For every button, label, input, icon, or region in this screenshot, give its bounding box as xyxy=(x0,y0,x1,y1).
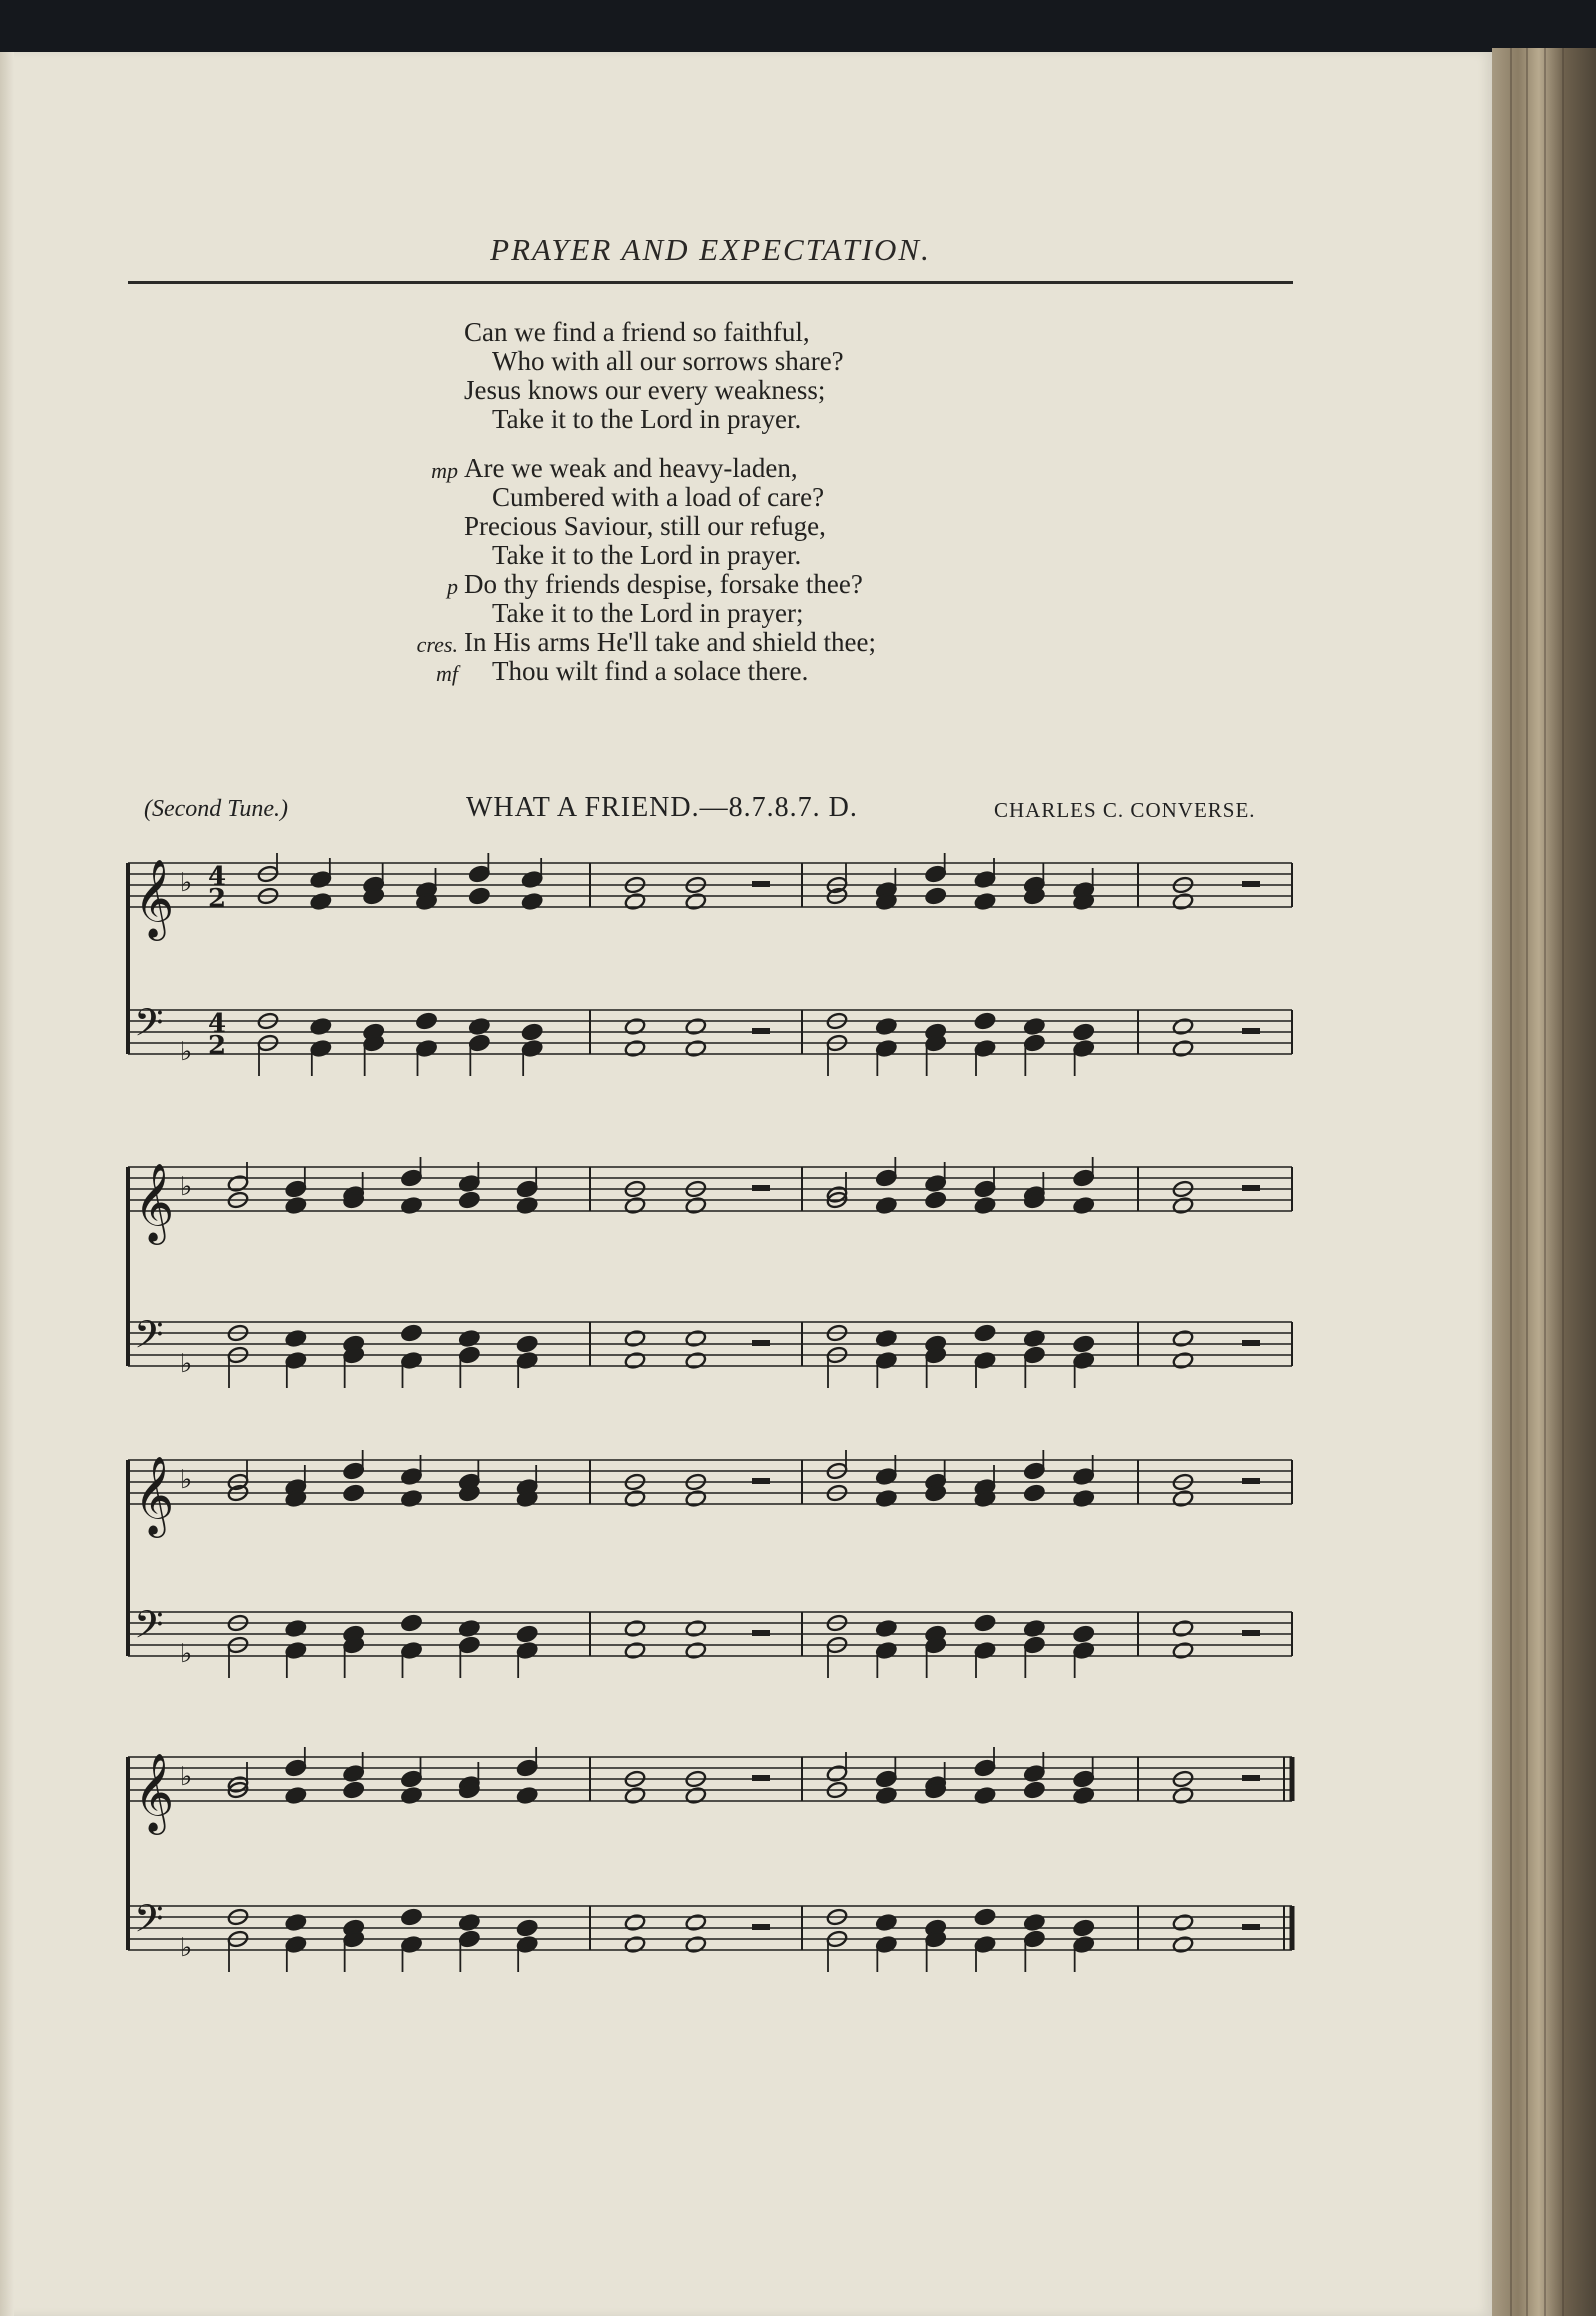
note-head xyxy=(1172,1351,1194,1370)
dynamic-marking: mf xyxy=(436,661,458,686)
note-head xyxy=(1023,1764,1045,1783)
note-head xyxy=(521,870,543,889)
note-head xyxy=(685,1786,707,1805)
note-head xyxy=(400,1169,422,1188)
rest xyxy=(752,1630,770,1636)
note-head xyxy=(458,1619,480,1638)
note-head xyxy=(285,1913,307,1932)
rest xyxy=(1242,1185,1260,1191)
note-head xyxy=(1023,1930,1045,1949)
note-head xyxy=(458,1346,480,1365)
note-head xyxy=(400,1196,422,1215)
note-head xyxy=(1023,1034,1045,1053)
note-head xyxy=(1023,1484,1045,1503)
note-head xyxy=(624,892,646,911)
time-signature-top: 4 xyxy=(208,862,227,892)
time-signature-bottom: 2 xyxy=(208,1031,227,1061)
note-head xyxy=(1023,1346,1045,1365)
treble-clef: 𝄞 xyxy=(134,1163,175,1242)
rest xyxy=(752,1924,770,1930)
note-head xyxy=(685,1329,707,1348)
note-head xyxy=(974,1786,996,1805)
note-head xyxy=(925,865,947,884)
note-head xyxy=(875,1467,897,1486)
note-head xyxy=(974,1935,996,1954)
note-head xyxy=(875,1196,897,1215)
note-head xyxy=(1172,1913,1194,1932)
treble-clef: 𝄞 xyxy=(134,859,175,938)
verse-text: Are we weak and heavy-laden, xyxy=(464,453,798,483)
note-head xyxy=(343,1781,365,1800)
note-head xyxy=(974,1012,996,1031)
note-head xyxy=(285,1935,307,1954)
note-head xyxy=(1073,1641,1095,1660)
note-head xyxy=(624,1935,646,1954)
note-head xyxy=(468,1034,490,1053)
note-head xyxy=(685,1489,707,1508)
note-head xyxy=(974,1324,996,1343)
note-head xyxy=(875,1329,897,1348)
note-head xyxy=(1172,1017,1194,1036)
time-signature-top: 4 xyxy=(208,1009,227,1039)
note-head xyxy=(1023,1636,1045,1655)
note-head xyxy=(624,1913,646,1932)
note-head xyxy=(516,1759,538,1778)
tune-title: WHAT A FRIEND.—8.7.8.7. D. xyxy=(466,792,858,823)
note-head xyxy=(685,1351,707,1370)
note-head xyxy=(458,1636,480,1655)
note-head xyxy=(1073,1786,1095,1805)
note-head xyxy=(285,1180,307,1199)
note-head xyxy=(1023,1017,1045,1036)
verse-text: Jesus knows our every weakness; xyxy=(464,375,826,405)
rest xyxy=(1242,1630,1260,1636)
verse-text: In His arms He'll take and shield thee; xyxy=(464,627,877,657)
note-head xyxy=(624,1489,646,1508)
note-head xyxy=(826,1764,848,1783)
note-head xyxy=(685,1913,707,1932)
note-head xyxy=(974,1351,996,1370)
rest xyxy=(752,1478,770,1484)
note-head xyxy=(1172,892,1194,911)
note-head xyxy=(875,1489,897,1508)
rest xyxy=(1242,1924,1260,1930)
bass-clef: 𝄢 xyxy=(134,1000,164,1054)
note-head xyxy=(875,1169,897,1188)
note-head xyxy=(875,1619,897,1638)
note-head xyxy=(400,1467,422,1486)
note-head xyxy=(624,1017,646,1036)
note-head xyxy=(343,1484,365,1503)
note-head xyxy=(1172,1329,1194,1348)
rest xyxy=(1242,1478,1260,1484)
verse-text: Take it to the Lord in prayer. xyxy=(492,540,802,570)
note-head xyxy=(400,1614,422,1633)
key-flat: ♭ xyxy=(180,1639,193,1669)
note-head xyxy=(415,1039,437,1058)
verse-text: Precious Saviour, still our refuge, xyxy=(464,511,826,541)
note-head xyxy=(1172,1786,1194,1805)
key-flat: ♭ xyxy=(180,868,193,898)
note-head xyxy=(285,1351,307,1370)
note-head xyxy=(1023,1619,1045,1638)
note-head xyxy=(227,1174,249,1193)
verse-text: Can we find a friend so faithful, xyxy=(464,317,810,347)
note-head xyxy=(468,887,490,906)
note-head xyxy=(310,1039,332,1058)
note-head xyxy=(521,892,543,911)
note-head xyxy=(1172,1039,1194,1058)
note-head xyxy=(624,1641,646,1660)
note-head xyxy=(1073,1919,1095,1938)
rest xyxy=(752,881,770,887)
second-tune-label: (Second Tune.) xyxy=(144,796,288,822)
bass-clef: 𝄢 xyxy=(134,1312,164,1366)
note-head xyxy=(624,1786,646,1805)
note-head xyxy=(521,1023,543,1042)
note-head xyxy=(875,1017,897,1036)
note-head xyxy=(974,1908,996,1927)
note-head xyxy=(1073,1169,1095,1188)
key-flat: ♭ xyxy=(180,1933,193,1963)
note-head xyxy=(974,1641,996,1660)
note-head xyxy=(1023,1329,1045,1348)
note-head xyxy=(685,1039,707,1058)
note-head xyxy=(974,1196,996,1215)
verse-text: Cumbered with a load of care? xyxy=(492,482,825,512)
key-flat: ♭ xyxy=(180,1762,193,1792)
note-head xyxy=(1023,1781,1045,1800)
note-head xyxy=(415,1012,437,1031)
verse-text: Thou wilt find a solace there. xyxy=(492,656,809,686)
note-head xyxy=(516,1935,538,1954)
verse-text: Take it to the Lord in prayer; xyxy=(492,598,804,628)
note-head xyxy=(624,1039,646,1058)
note-head xyxy=(875,1039,897,1058)
treble-clef: 𝄞 xyxy=(134,1456,175,1535)
time-signature-bottom: 2 xyxy=(208,884,227,914)
rest xyxy=(752,1340,770,1346)
note-head xyxy=(458,1329,480,1348)
dynamic-marking: p xyxy=(447,574,458,599)
note-head xyxy=(285,1641,307,1660)
rest xyxy=(752,1775,770,1781)
note-head xyxy=(1172,1935,1194,1954)
note-head xyxy=(400,1786,422,1805)
note-head xyxy=(310,870,332,889)
note-head xyxy=(974,892,996,911)
note-head xyxy=(521,1039,543,1058)
note-head xyxy=(285,1759,307,1778)
rest xyxy=(1242,1775,1260,1781)
note-head xyxy=(1073,1351,1095,1370)
note-head xyxy=(400,1770,422,1789)
note-head xyxy=(624,1196,646,1215)
note-head xyxy=(875,1351,897,1370)
note-head xyxy=(875,1935,897,1954)
note-head xyxy=(1073,1335,1095,1354)
note-head xyxy=(516,1335,538,1354)
note-head xyxy=(624,1329,646,1348)
note-head xyxy=(974,1759,996,1778)
note-head xyxy=(1073,1770,1095,1789)
note-head xyxy=(400,1935,422,1954)
note-head xyxy=(516,1351,538,1370)
note-head xyxy=(1073,1935,1095,1954)
note-head xyxy=(458,1174,480,1193)
note-head xyxy=(400,1641,422,1660)
treble-clef: 𝄞 xyxy=(134,1753,175,1832)
note-head xyxy=(310,1017,332,1036)
note-head xyxy=(875,1641,897,1660)
note-head xyxy=(516,1919,538,1938)
note-head xyxy=(875,1770,897,1789)
note-head xyxy=(1073,1625,1095,1644)
note-head xyxy=(1073,1023,1095,1042)
note-head xyxy=(285,1196,307,1215)
note-head xyxy=(974,870,996,889)
key-flat: ♭ xyxy=(180,1465,193,1495)
note-head xyxy=(974,1614,996,1633)
note-head xyxy=(685,1017,707,1036)
note-head xyxy=(1073,1467,1095,1486)
note-head xyxy=(1073,1489,1095,1508)
note-head xyxy=(925,887,947,906)
note-head xyxy=(685,1619,707,1638)
note-head xyxy=(1073,1039,1095,1058)
note-head xyxy=(925,1191,947,1210)
rest xyxy=(1242,1028,1260,1034)
note-head xyxy=(400,1351,422,1370)
note-head xyxy=(1172,1196,1194,1215)
key-flat: ♭ xyxy=(180,1172,193,1202)
dynamic-marking: mp xyxy=(431,458,458,483)
note-head xyxy=(624,1351,646,1370)
note-head xyxy=(343,1764,365,1783)
note-head xyxy=(1172,1619,1194,1638)
tune-composer: CHARLES C. CONVERSE. xyxy=(994,798,1256,822)
note-head xyxy=(400,1908,422,1927)
note-head xyxy=(974,1039,996,1058)
note-head xyxy=(458,1191,480,1210)
note-head xyxy=(516,1625,538,1644)
note-head xyxy=(400,1324,422,1343)
note-head xyxy=(516,1641,538,1660)
rest xyxy=(1242,881,1260,887)
note-head xyxy=(1172,1489,1194,1508)
note-head xyxy=(310,892,332,911)
note-head xyxy=(925,1174,947,1193)
rest xyxy=(1242,1340,1260,1346)
note-head xyxy=(516,1786,538,1805)
note-head xyxy=(400,1489,422,1508)
note-head xyxy=(685,1935,707,1954)
bass-clef: 𝄢 xyxy=(134,1896,164,1950)
note-head xyxy=(1023,1913,1045,1932)
note-head xyxy=(1172,1641,1194,1660)
dynamic-marking: cres. xyxy=(416,632,458,657)
key-flat: ♭ xyxy=(180,1349,193,1379)
note-head xyxy=(343,1462,365,1481)
note-head xyxy=(974,1180,996,1199)
note-head xyxy=(285,1786,307,1805)
note-head xyxy=(285,1619,307,1638)
bass-clef: 𝄢 xyxy=(134,1602,164,1656)
note-head xyxy=(1073,1196,1095,1215)
note-head xyxy=(458,1913,480,1932)
rest xyxy=(752,1185,770,1191)
rest xyxy=(752,1028,770,1034)
note-head xyxy=(624,1619,646,1638)
verse-text: Do thy friends despise, forsake thee? xyxy=(464,569,863,599)
key-flat: ♭ xyxy=(180,1037,193,1067)
note-head xyxy=(685,1641,707,1660)
note-head xyxy=(458,1930,480,1949)
note-head xyxy=(516,1196,538,1215)
note-head xyxy=(468,1017,490,1036)
note-head xyxy=(1023,1462,1045,1481)
running-head: PRAYER AND EXPECTATION. xyxy=(490,232,931,267)
verse-text: Take it to the Lord in prayer. xyxy=(492,404,802,434)
note-head xyxy=(685,1196,707,1215)
note-head xyxy=(875,1913,897,1932)
note-head xyxy=(468,865,490,884)
note-head xyxy=(285,1329,307,1348)
verse-text: Who with all our sorrows share? xyxy=(492,346,844,376)
note-head xyxy=(685,892,707,911)
note-head xyxy=(875,1786,897,1805)
note-head xyxy=(516,1180,538,1199)
